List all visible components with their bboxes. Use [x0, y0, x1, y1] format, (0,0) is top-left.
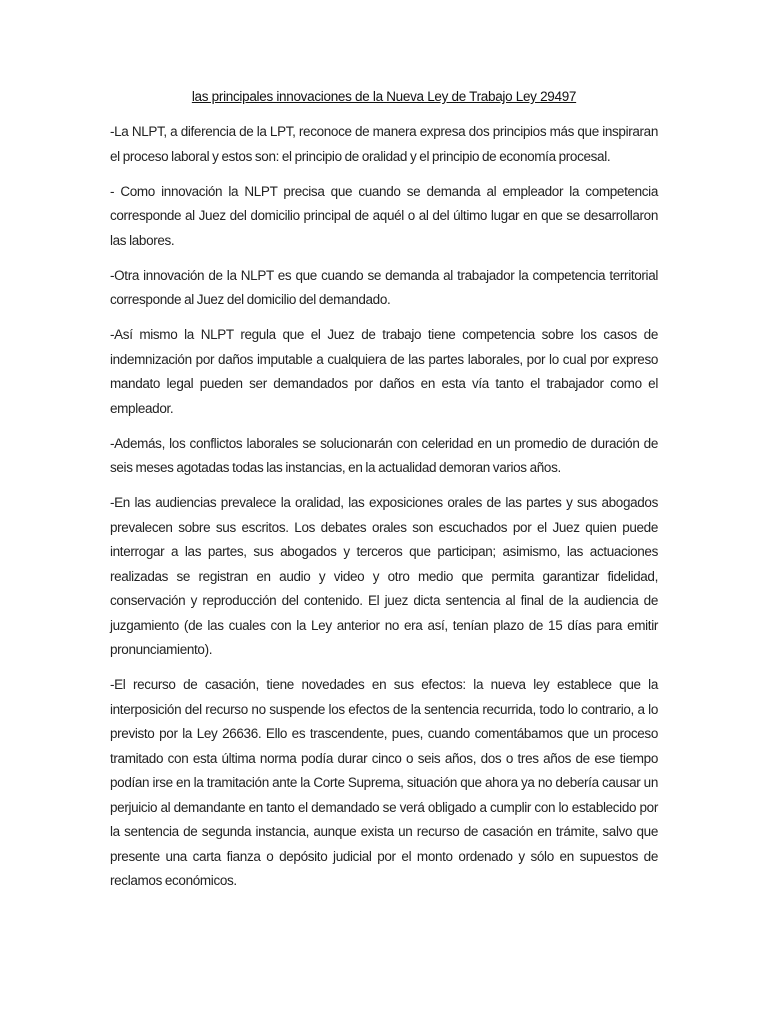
- paragraph-casacion: -El recurso de casación, tiene novedades en sus efectos: la nueva ley establece que la interposición del recurso no suspende los efectos de la sentencia recurrida, todo lo contrario, a lo previsto por la Ley 26636. Ello es trascendente, pues, cuando comentábamos que un proceso tramitado con esta última norma podía durar cinco o seis años, dos o tres años de ese tiempo podían irse en la tramitación ante la Corte Suprema, situación que ahora ya no debería causar un perjuicio al demandante en tanto el demandado se verá obligado a cumplir con lo establecido por la sentencia de segunda instancia, aunque exista un recurso de casación en trámite, salvo que presente una carta fianza o depósito judicial por el monto ordenado y sólo en supuestos de reclamos económicos.: [110, 677, 658, 888]
- document-title: las principales innovaciones de la Nueva Ley de Trabajo Ley 29497: [191, 89, 577, 104]
- paragraph-celeridad: -Además, los conflictos laborales se solucionarán con celeridad en un promedio de duración de seis meses agotadas todas las instancias, en la actualidad demoran varios años.: [110, 435, 658, 475]
- document-body: [110, 120, 658, 904]
- paragraph-indemnizacion: -Así mismo la NLPT regula que el Juez de trabajo tiene competencia sobre los casos de indemnización por daños imputable a cualquiera de las partes laborales, por lo cual por expreso mandato legal pueden ser demandados por daños en esta vía tanto el trabajador como el empleador.: [110, 327, 658, 416]
- paragraph-principios: -La NLPT, a diferencia de la LPT, reconoce de manera expresa dos principios más que inspiraran el proceso laboral y estos son: el principio de oralidad y el principio de economía procesal.: [110, 124, 658, 164]
- paragraph-oralidad: -En las audiencias prevalece la oralidad, las exposiciones orales de las partes y sus abogados prevalecen sobre sus escritos. Los debates orales son escuchados por el Juez quien puede interrogar a las partes, sus abogados y terceros que participan; asimismo, las actuaciones realizadas se registran en audio y video y otro medio que permita garantizar fidelidad, conservación y reproducción del contenido. El juez dicta sentencia al final de la audiencia de juzgamiento (de las cuales con la Ley anterior no era así, tenían plazo de 15 días para emitir pronunciamiento).: [110, 495, 658, 657]
- paragraph-competencia-empleador: - Como innovación la NLPT precisa que cuando se demanda al empleador la competencia corresponde al Juez del domicilio principal de aquél o al del último lugar en que se desarrollaron las labores.: [110, 183, 658, 248]
- paragraph-competencia-trabajador: -Otra innovación de la NLPT es que cuando se demanda al trabajador la competencia territorial corresponde al Juez del domicilio del demandado.: [110, 267, 658, 307]
